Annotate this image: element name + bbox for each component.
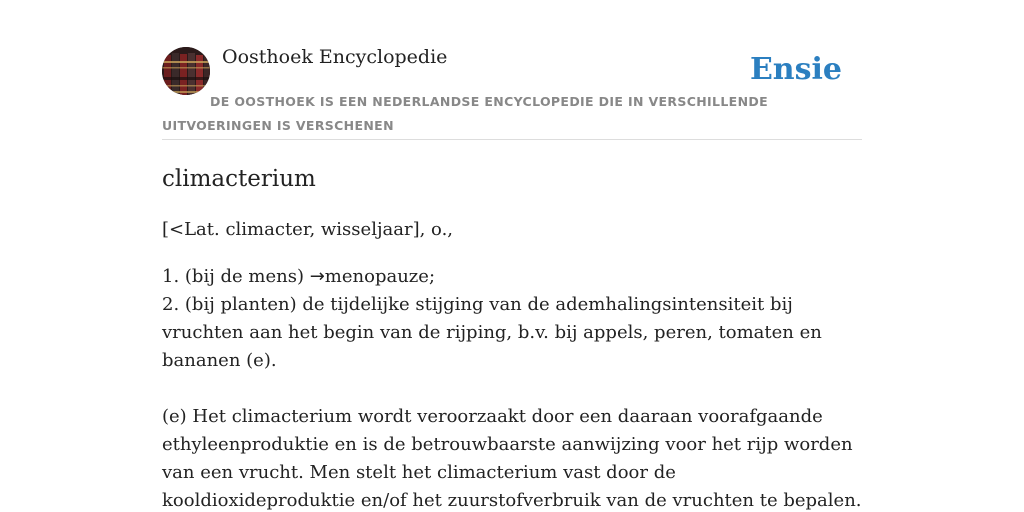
site-header xyxy=(162,0,862,140)
menopauze-link[interactable]: menopauze xyxy=(324,266,429,287)
site-subtitle: DE OOSTHOEK IS EEN NEDERLANDSE ENCYCLOPEDIE DIE IN VERSCHILLENDE UITVOERINGEN IS VERSCHENEN xyxy=(162,94,768,133)
entry-term: climacterium xyxy=(162,166,316,192)
brand-logo[interactable]: Ensie xyxy=(749,52,842,87)
entry-note: (e) Het climacterium wordt veroorzaakt door een daaraan voorafgaande ethyleenproduktie en is de betrouwbaarste aanwijzing voor het rijp worden van een vrucht. Men stelt het climacterium vast door de kooldioxideproduktie en/of het zuurstofverbruik van de vruchten te bepalen. xyxy=(162,406,862,511)
avatar[interactable] xyxy=(162,47,210,95)
definition-1 xyxy=(162,263,862,291)
entry-etymology: [<Lat. climacter, wisseljaar], o., xyxy=(162,219,454,240)
definition-1-suffix: ; xyxy=(428,266,436,287)
definition-2: 2. (bij planten) de tijdelijke stijging van de ademhalingsintensiteit bij vruchten aan het begin van de rijping, b.v. bij appels, peren, tomaten en bananen (e). xyxy=(162,294,822,371)
book-spines-icon xyxy=(162,47,210,95)
page-container xyxy=(162,0,862,512)
definition-1-prefix: 1. (bij de mens) xyxy=(162,266,310,287)
arrow-right-icon: → xyxy=(309,266,325,287)
entry-definitions xyxy=(162,263,862,375)
site-title[interactable]: Oosthoek Encyclopedie xyxy=(222,46,448,68)
